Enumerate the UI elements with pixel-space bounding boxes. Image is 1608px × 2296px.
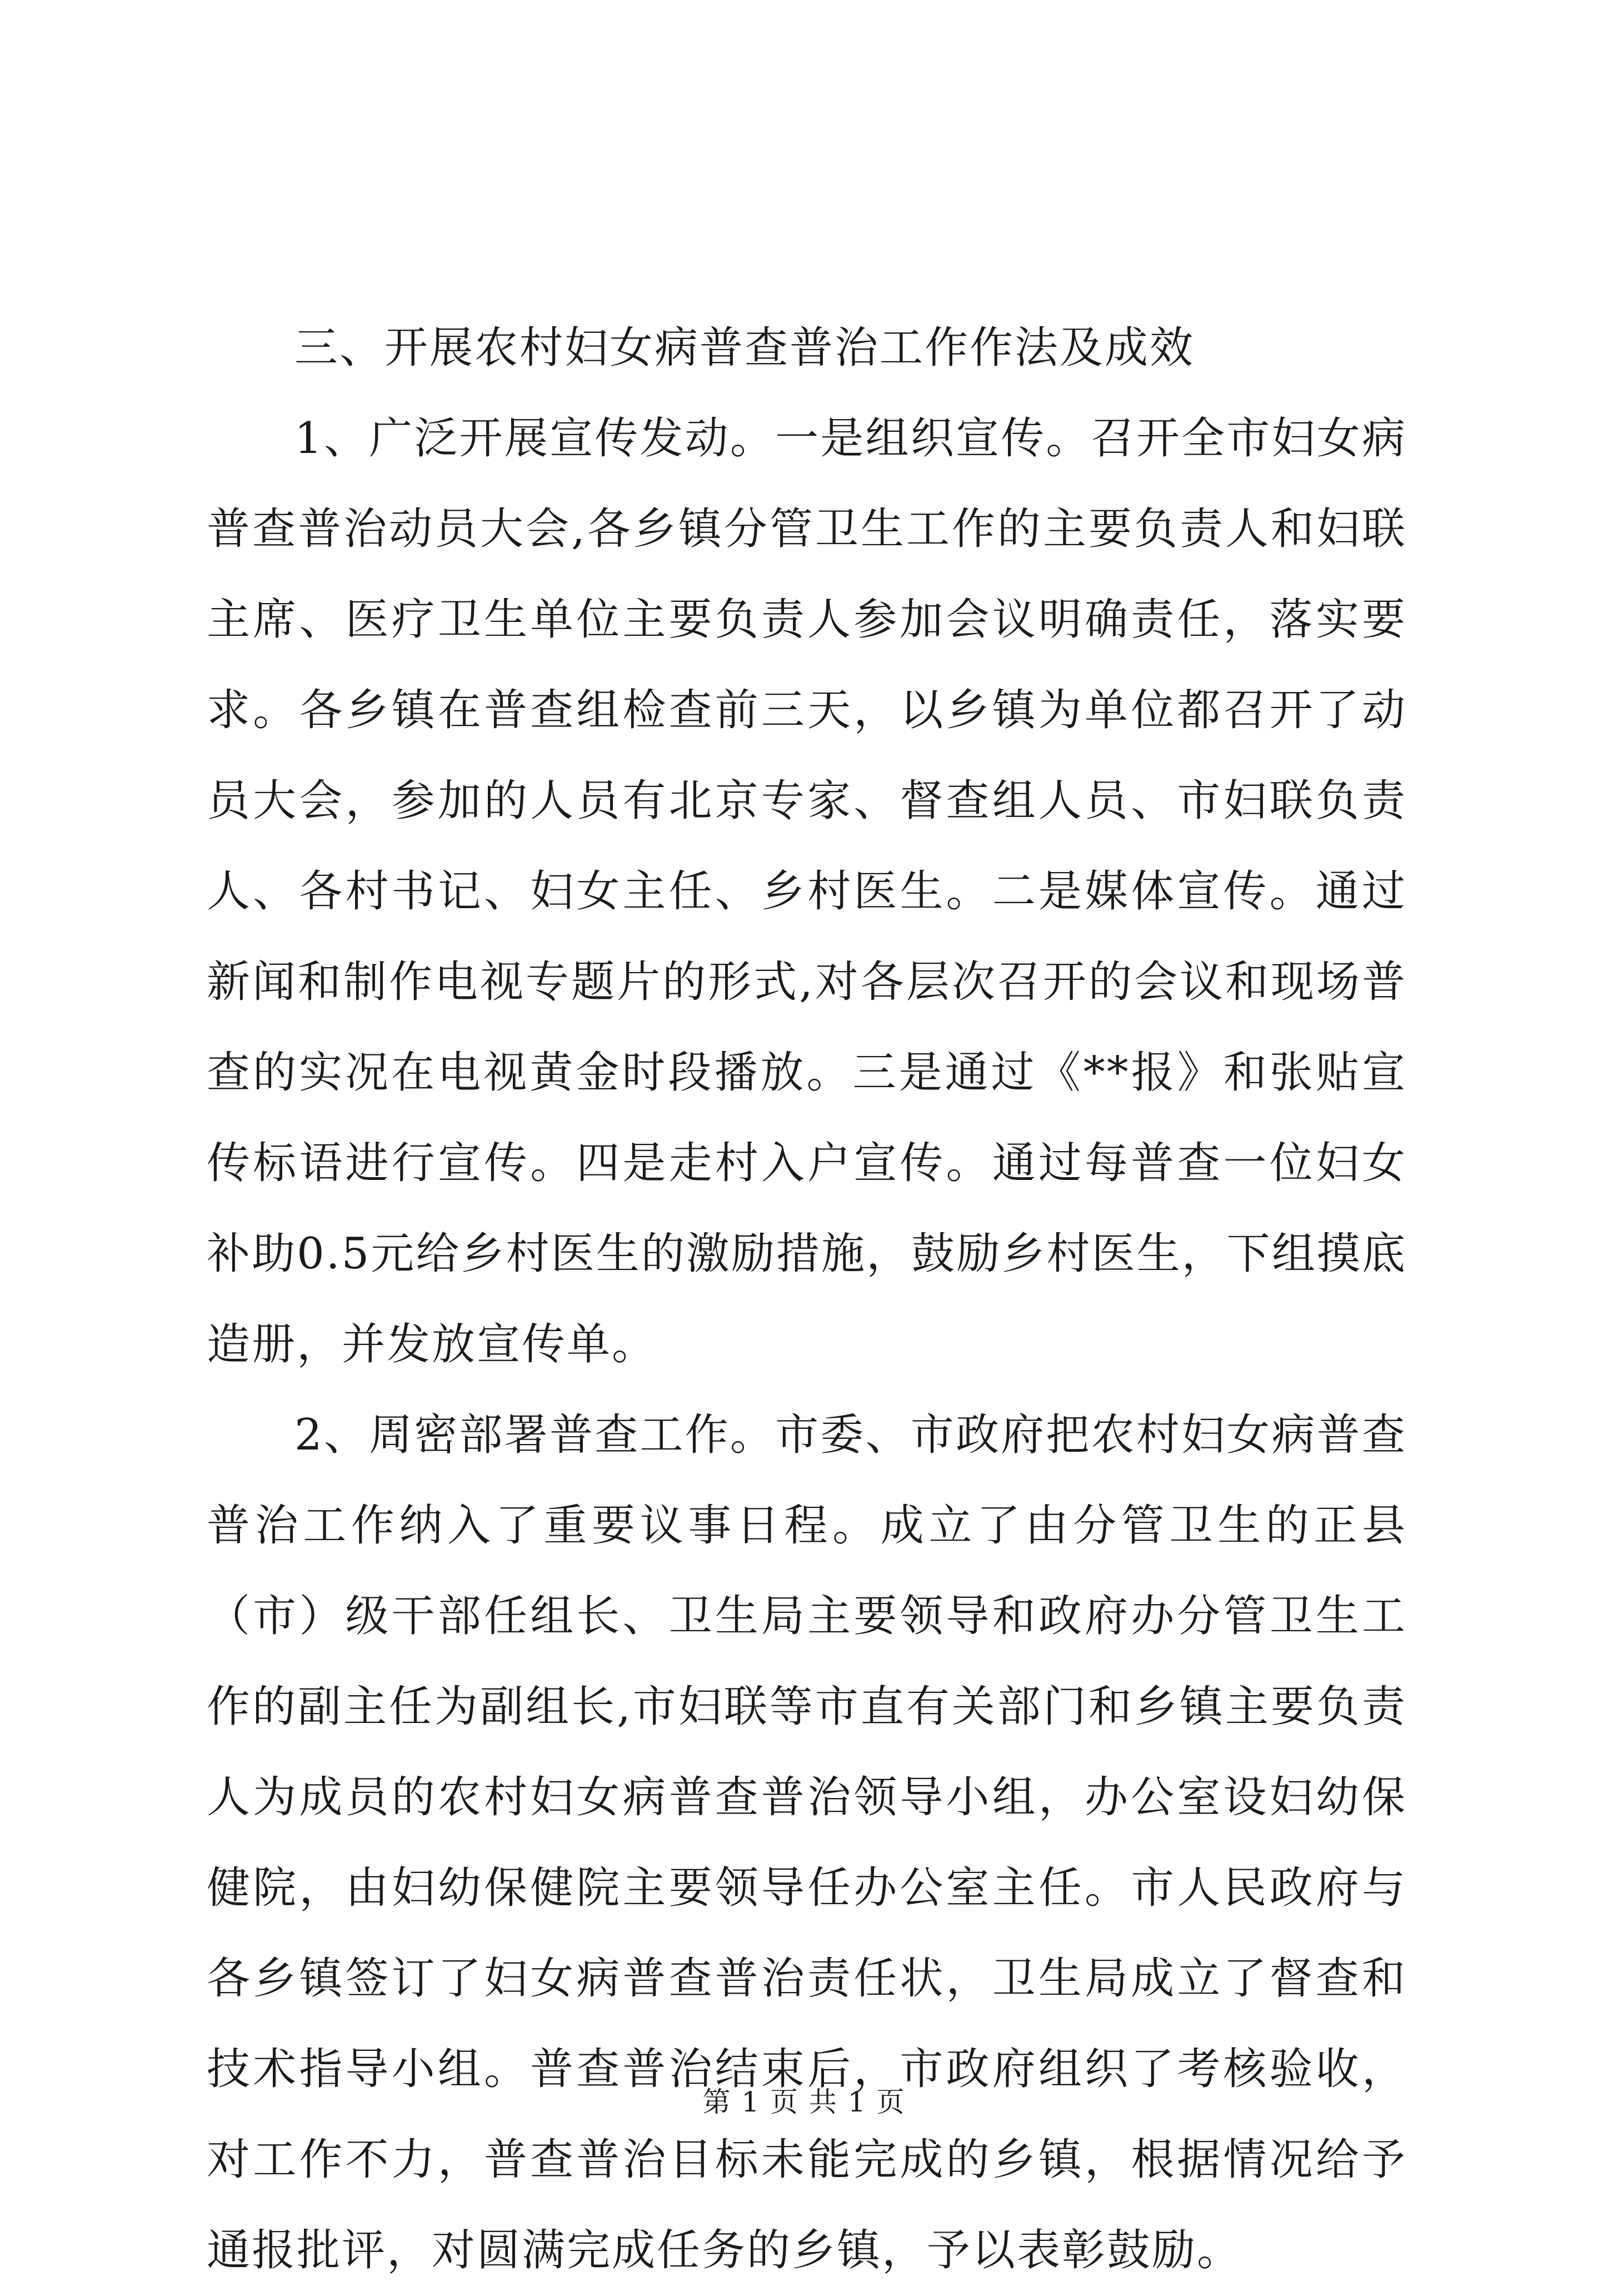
document-body xyxy=(207,303,1407,2296)
page-number-footer: 第 1 页 共 1 页 xyxy=(702,2086,906,2118)
paragraph-publicity: 1、广泛开展宣传发动。一是组织宣传。召开全市妇女病普查普治动员大会,各乡镇分管卫生工作的主要负责人和妇联主席、医疗卫生单位主要负责人参加会议明确责任，落实要求。各乡镇在普查组检查前三天，以乡镇为单位都召开了动员大会，参加的人员有北京专家、督查组人员、市妇联负责人、各村书记、妇女主任、乡村医生。二是媒体宣传。通过新闻和制作电视专题片的形式,对各层次召开的会议和现场普查的实况在电视黄金时段播放。三是通过《**报》和张贴宣传标语进行宣传。四是走村入户宣传。通过每普查一位妇女补助0.5元给乡村医生的激励措施，鼓励乡村医生，下组摸底造册，并发放宣传单。 xyxy=(207,414,1407,1369)
paragraph-deployment: 2、周密部署普查工作。市委、市政府把农村妇女病普查普治工作纳入了重要议事日程。成立了由分管卫生的正县（市）级干部任组长、卫生局主要领导和政府办分管卫生工作的副主任为副组长,市妇联等市直有关部门和乡镇主要负责人为成员的农村妇女病普查普治领导小组，办公室设妇幼保健院，由妇幼保健院主要领导任办公室主任。市人民政府与各乡镇签订了妇女病普查普治责任状，卫生局成立了督查和技术指导小组。普查普治结束后，市政府组织了考核验收，对工作不力，普查普治目标未能完成的乡镇，根据情况给予通报批评，对圆满完成任务的乡镇，予以表彰鼓励。 xyxy=(207,1410,1407,2275)
section-heading: 三、开展农村妇女病普查普治工作作法及成效 xyxy=(294,323,1195,373)
